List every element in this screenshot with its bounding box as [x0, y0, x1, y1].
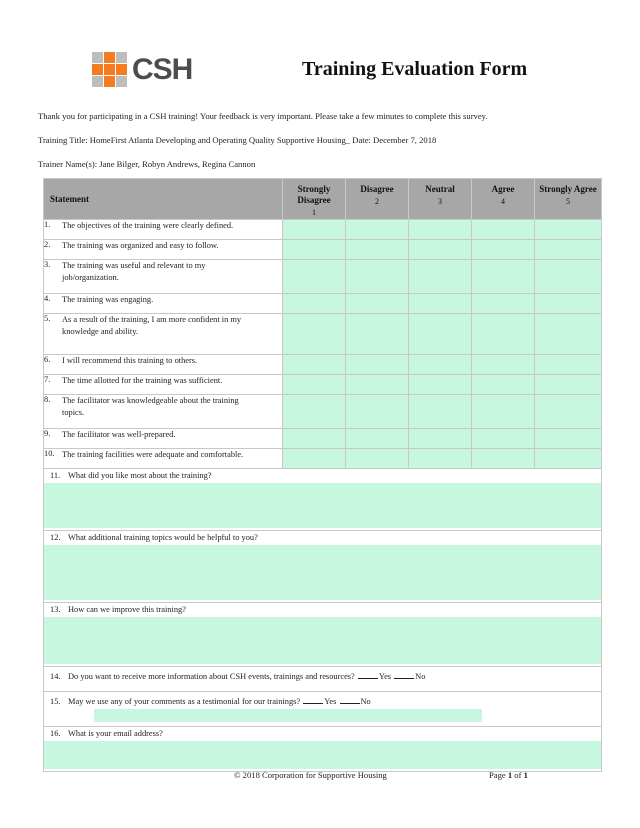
- rating-cell[interactable]: [409, 375, 472, 395]
- rating-cell[interactable]: [346, 449, 409, 469]
- statement-row: [44, 294, 602, 314]
- rating-cell[interactable]: [472, 314, 535, 355]
- intro-text: Thank you for participating in a CSH training! Your feedback is very important. Please take a few minutes to complete this survey.: [38, 111, 488, 121]
- rating-cell[interactable]: [346, 375, 409, 395]
- no-label: No: [415, 672, 426, 681]
- question-text: How can we improve this training?: [68, 605, 186, 614]
- open-question-row: [44, 603, 602, 667]
- question-number: 11.: [50, 471, 61, 480]
- statement-text: The training was engaging.: [62, 295, 154, 304]
- rating-cell[interactable]: [535, 240, 602, 260]
- no-blank[interactable]: [394, 678, 414, 679]
- scale-header: [283, 179, 346, 220]
- statement-cell: [44, 375, 283, 395]
- footer-copyright: © 2018 Corporation for Supportive Housing: [234, 770, 387, 780]
- statement-cell: [44, 220, 283, 240]
- statement-row: [44, 375, 602, 395]
- yes-no-question-row: [44, 667, 602, 692]
- question-text: May we use any of your comments as a testimonial for our trainings?: [68, 697, 301, 706]
- rating-cell[interactable]: [472, 220, 535, 240]
- rating-cell[interactable]: [346, 429, 409, 449]
- rating-cell[interactable]: [283, 355, 346, 375]
- footer-page-number: [489, 770, 528, 780]
- open-question-row: [44, 727, 602, 772]
- rating-cell[interactable]: [346, 355, 409, 375]
- statement-header: Statement: [44, 179, 283, 220]
- rating-cell[interactable]: [283, 314, 346, 355]
- rating-cell[interactable]: [409, 294, 472, 314]
- question-number: 15.: [50, 697, 61, 706]
- rating-cell[interactable]: [409, 240, 472, 260]
- statement-number: 8.: [44, 395, 51, 404]
- statement-number: 9.: [44, 429, 51, 438]
- email-field[interactable]: [44, 741, 601, 769]
- statement-cell: [44, 294, 283, 314]
- yes-no-question: [44, 667, 602, 692]
- scale-number: 4: [501, 197, 505, 206]
- page-total: 1: [523, 770, 528, 780]
- table-header-row: [44, 179, 602, 220]
- question-text: What did you like most about the training?: [68, 471, 212, 480]
- open-question: [44, 469, 602, 531]
- statement-text: The facilitator was knowledgeable about the training topics.: [62, 396, 239, 417]
- scale-header: [409, 179, 472, 220]
- rating-cell[interactable]: [346, 314, 409, 355]
- statement-text: The time allotted for the training was sufficient.: [62, 376, 223, 385]
- question-number: 16.: [50, 729, 61, 738]
- rating-cell[interactable]: [283, 429, 346, 449]
- statement-row: [44, 429, 602, 449]
- yes-label: Yes: [378, 672, 392, 681]
- open-question: [44, 727, 602, 772]
- trainer-names-line: Trainer Name(s): Jane Bilger, Robyn Andrews, Regina Cannon: [38, 159, 256, 169]
- rating-cell[interactable]: [283, 260, 346, 294]
- statement-text: The training facilities were adequate and comfortable.: [62, 450, 244, 459]
- statement-text: I will recommend this training to others.: [62, 356, 198, 365]
- logo-text: CSH: [132, 53, 193, 86]
- rating-cell[interactable]: [535, 260, 602, 294]
- rating-cell[interactable]: [409, 260, 472, 294]
- rating-cell[interactable]: [535, 294, 602, 314]
- logo-square: [116, 76, 127, 87]
- statement-cell: [44, 395, 283, 429]
- rating-cell[interactable]: [346, 240, 409, 260]
- logo-square: [104, 76, 115, 87]
- scale-label: Strongly Agree: [539, 184, 597, 194]
- training-title-line: Training Title: HomeFirst Atlanta Developing and Operating Quality Supportive Housing_ Date: December 7, 2018: [38, 135, 437, 145]
- rating-cell[interactable]: [283, 395, 346, 429]
- rating-cell[interactable]: [472, 375, 535, 395]
- statement-number: 4.: [44, 294, 51, 303]
- open-question: [44, 603, 602, 667]
- logo-square: [116, 52, 127, 63]
- rating-cell[interactable]: [472, 355, 535, 375]
- logo-square: [92, 52, 103, 63]
- question-number: 14.: [50, 672, 61, 681]
- rating-cell[interactable]: [346, 395, 409, 429]
- statement-number: 1.: [44, 220, 51, 229]
- statement-row: [44, 449, 602, 469]
- rating-cell[interactable]: [346, 220, 409, 240]
- rating-cell[interactable]: [535, 220, 602, 240]
- logo-square: [92, 76, 103, 87]
- statement-row: [44, 240, 602, 260]
- rating-cell[interactable]: [283, 220, 346, 240]
- statement-text: The training was useful and relevant to my job/organization.: [62, 261, 206, 282]
- statement-number: 6.: [44, 355, 51, 364]
- rating-cell[interactable]: [409, 429, 472, 449]
- statement-number: 7.: [44, 375, 51, 384]
- statement-row: [44, 220, 602, 240]
- question-number: 13.: [50, 605, 61, 614]
- statement-number: 3.: [44, 260, 51, 269]
- scale-header: [472, 179, 535, 220]
- rating-cell[interactable]: [535, 375, 602, 395]
- statement-cell: [44, 449, 283, 469]
- rating-cell[interactable]: [535, 429, 602, 449]
- answer-field[interactable]: [44, 545, 601, 600]
- statement-row: [44, 395, 602, 429]
- rating-cell[interactable]: [283, 240, 346, 260]
- rating-cell[interactable]: [409, 395, 472, 429]
- yes-no-question-row: [44, 692, 602, 727]
- rating-cell[interactable]: [472, 429, 535, 449]
- page-title: Training Evaluation Form: [302, 58, 528, 80]
- rating-cell[interactable]: [472, 260, 535, 294]
- statement-row: [44, 355, 602, 375]
- rating-cell[interactable]: [283, 294, 346, 314]
- scale-label: Strongly Disagree: [297, 184, 331, 205]
- rating-cell[interactable]: [409, 355, 472, 375]
- scale-number: 1: [312, 208, 316, 217]
- statement-row: [44, 314, 602, 355]
- csh-logo: [92, 52, 192, 88]
- yes-label: Yes: [324, 697, 337, 706]
- scale-number: 5: [566, 197, 570, 206]
- open-question: [44, 531, 602, 603]
- scale-label: Neutral: [425, 184, 455, 194]
- logo-square: [116, 64, 127, 75]
- rating-cell[interactable]: [409, 449, 472, 469]
- yes-blank[interactable]: [303, 703, 323, 704]
- scale-label: Disagree: [360, 184, 394, 194]
- rating-cell[interactable]: [346, 260, 409, 294]
- rating-cell[interactable]: [472, 240, 535, 260]
- statement-cell: [44, 355, 283, 375]
- scale-header: [346, 179, 409, 220]
- statement-cell: [44, 260, 283, 294]
- logo-square: [104, 52, 115, 63]
- rating-cell[interactable]: [535, 395, 602, 429]
- statement-cell: [44, 314, 283, 355]
- rating-cell[interactable]: [346, 294, 409, 314]
- no-label: No: [360, 697, 371, 706]
- question-number: 12.: [50, 533, 61, 542]
- statement-number: 2.: [44, 240, 51, 249]
- yes-no-question: [44, 692, 602, 727]
- open-question-row: [44, 469, 602, 531]
- rating-cell[interactable]: [472, 395, 535, 429]
- statement-number: 5.: [44, 314, 51, 323]
- question-text: Do you want to receive more information about CSH events, trainings and resources?: [68, 672, 355, 681]
- scale-header: [535, 179, 602, 220]
- statement-text: As a result of the training, I am more confident in my knowledge and ability.: [62, 315, 242, 336]
- statement-row: [44, 260, 602, 294]
- rating-cell[interactable]: [409, 314, 472, 355]
- statement-cell: [44, 429, 283, 449]
- scale-label: Agree: [491, 184, 515, 194]
- statement-text: The objectives of the training were clearly defined.: [62, 221, 234, 230]
- comments-field[interactable]: [94, 709, 482, 722]
- statement-number: 10.: [44, 449, 55, 458]
- statement-text: The training was organized and easy to follow.: [62, 241, 219, 250]
- rating-cell[interactable]: [535, 355, 602, 375]
- rating-cell[interactable]: [283, 449, 346, 469]
- question-text: What additional training topics would be helpful to you?: [68, 533, 258, 542]
- page-current: 1: [507, 770, 513, 780]
- yes-blank[interactable]: [358, 678, 378, 679]
- no-blank[interactable]: [340, 703, 360, 704]
- page-prefix: Page: [489, 770, 508, 780]
- statement-text: The facilitator was well-prepared.: [62, 430, 176, 439]
- rating-cell[interactable]: [283, 375, 346, 395]
- logo-square: [92, 64, 103, 75]
- page-of: of: [512, 770, 524, 780]
- answer-field[interactable]: [44, 617, 601, 664]
- open-question-row: [44, 531, 602, 603]
- scale-number: 3: [438, 197, 442, 206]
- question-text: What is your email address?: [68, 729, 163, 738]
- rating-cell[interactable]: [409, 220, 472, 240]
- scale-number: 2: [375, 197, 379, 206]
- evaluation-table: [43, 178, 602, 772]
- answer-field[interactable]: [44, 483, 601, 528]
- rating-cell[interactable]: [472, 449, 535, 469]
- rating-cell[interactable]: [535, 449, 602, 469]
- rating-cell[interactable]: [472, 294, 535, 314]
- logo-square: [104, 64, 115, 75]
- rating-cell[interactable]: [535, 314, 602, 355]
- statement-cell: [44, 240, 283, 260]
